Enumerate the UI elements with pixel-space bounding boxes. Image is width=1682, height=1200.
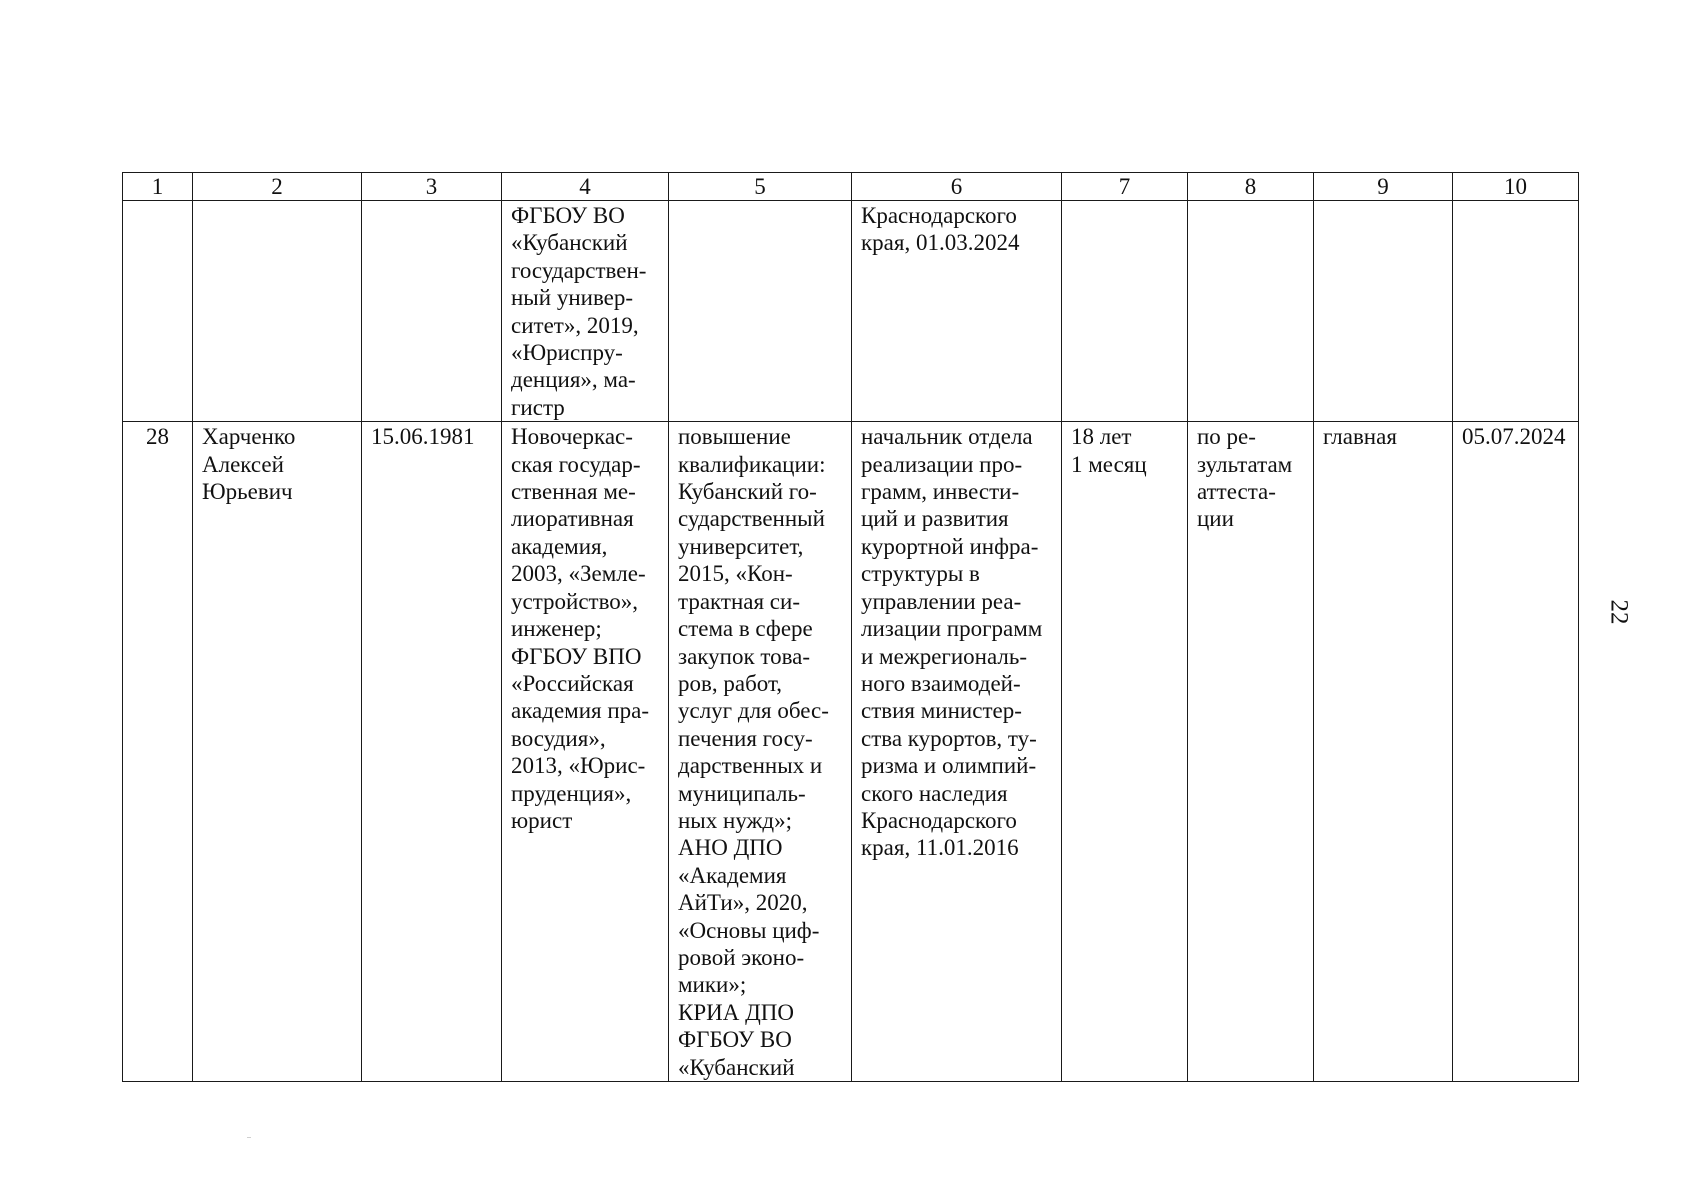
- cell-record-number: 28: [123, 422, 193, 1082]
- cell-date: [1453, 201, 1579, 422]
- personnel-table: [122, 172, 1579, 1082]
- cell-full-name: [193, 201, 362, 422]
- column-number-row: [123, 173, 1579, 201]
- cell-experience: [1062, 201, 1188, 422]
- page-number: 22: [1605, 599, 1633, 625]
- scan-speck: [247, 1137, 251, 1138]
- column-number: 8: [1188, 173, 1314, 201]
- column-number: 5: [669, 173, 852, 201]
- cell-birth-date: [362, 201, 502, 422]
- column-number: 7: [1062, 173, 1188, 201]
- cell-basis: [1188, 201, 1314, 422]
- table-row: [123, 422, 1579, 1082]
- cell-education: Новочеркас- ская государ- ственная ме- лиоративная академия, 2003, «Земле- устройство», инженер; ФГБОУ ВПО «Российская академия пра- восудия», 2013, «Юрис- пруденция», юрист: [502, 422, 669, 1082]
- cell-education: ФГБОУ ВО «Кубанский государствен- ный универ- ситет», 2019, «Юриспру- денция», ма- гистр: [502, 201, 669, 422]
- cell-qualification: [669, 201, 852, 422]
- cell-group: главная: [1314, 422, 1453, 1082]
- column-number: 10: [1453, 173, 1579, 201]
- cell-date: 05.07.2024: [1453, 422, 1579, 1082]
- column-number: 1: [123, 173, 193, 201]
- column-number: 2: [193, 173, 362, 201]
- table-row-continuation: [123, 201, 1579, 422]
- cell-birth-date: 15.06.1981: [362, 422, 502, 1082]
- cell-group: [1314, 201, 1453, 422]
- cell-qualification: повышение квалификации: Кубанский го- сударственный университет, 2015, «Кон- трактная си- стема в сфере закупок това- ров, работ, услуг для обес- печения госу- дарственных и муниципаль- ных нужд»; АНО ДПО «Академия АйТи», 2020, «Основы циф- ровой эконо- мики»; КРИА ДПО ФГБОУ ВО «Кубанский: [669, 422, 852, 1082]
- cell-basis: по ре- зультатам аттеста- ции: [1188, 422, 1314, 1082]
- cell-full-name: Харченко Алексей Юрьевич: [193, 422, 362, 1082]
- column-number: 6: [852, 173, 1062, 201]
- column-number: 4: [502, 173, 669, 201]
- cell-position: Краснодарского края, 01.03.2024: [852, 201, 1062, 422]
- column-number: 9: [1314, 173, 1453, 201]
- cell-record-number: [123, 201, 193, 422]
- cell-experience: 18 лет 1 месяц: [1062, 422, 1188, 1082]
- column-number: 3: [362, 173, 502, 201]
- cell-position: начальник отдела реализации про- грамм, инвести- ций и развития курортной инфра- структуры в управлении реа- лизации программ и межрегиональ- ного взаимодей- ствия министер- ства курортов, ту- ризма и олимпий- ского наследия Краснодарского края, 11.01.2016: [852, 422, 1062, 1082]
